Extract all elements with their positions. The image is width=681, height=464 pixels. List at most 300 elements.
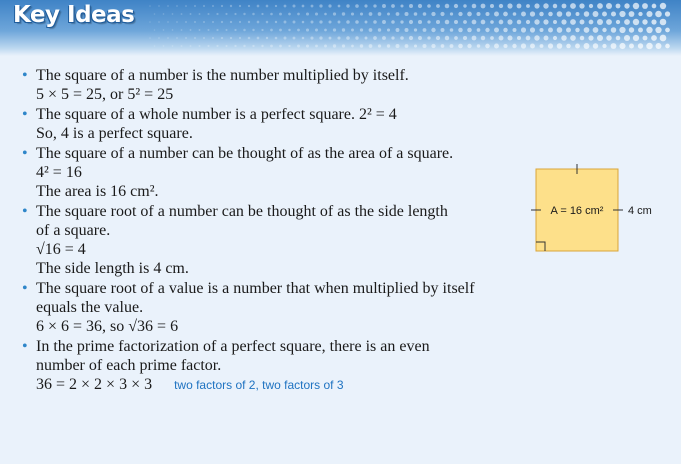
- banner-dot: [216, 13, 218, 15]
- banner-dot: [163, 13, 165, 15]
- banner-dot: [261, 13, 263, 15]
- banner-dot: [391, 36, 394, 39]
- banner-dot: [199, 13, 201, 15]
- banner-dot: [611, 27, 617, 33]
- banner-dot: [544, 36, 549, 41]
- banner-dot: [266, 37, 268, 39]
- banner-dot: [306, 44, 309, 47]
- banner-dot: [575, 44, 580, 49]
- banner-dot: [616, 4, 621, 9]
- banner-dot: [427, 36, 430, 39]
- idea-line: The side length is 4 cm.: [36, 260, 189, 277]
- banner-dot: [656, 43, 662, 49]
- banner-dot: [499, 4, 503, 8]
- banner-dot: [333, 44, 336, 47]
- banner-dot: [521, 43, 526, 48]
- banner-dot: [279, 29, 282, 32]
- banner-dot: [216, 29, 218, 31]
- banner-dot: [302, 21, 305, 24]
- banner-dot: [292, 4, 295, 7]
- banner-dot: [239, 5, 241, 7]
- banner-dot: [566, 44, 571, 49]
- banner-dot: [624, 35, 630, 41]
- banner-dot: [584, 11, 590, 17]
- banner-dot: [167, 37, 169, 39]
- banner-dot: [293, 21, 296, 24]
- banner-dot: [655, 27, 661, 33]
- banner-dot: [311, 5, 314, 8]
- banner-dot: [548, 43, 553, 48]
- banner-dot: [629, 27, 634, 32]
- banner-dot: [481, 20, 486, 25]
- banner-dot: [521, 12, 526, 17]
- banner-dot: [230, 5, 232, 7]
- banner-dot: [338, 21, 341, 24]
- banner-dot: [342, 44, 345, 47]
- banner-dot: [441, 44, 445, 48]
- section-title: Key Ideas: [13, 2, 135, 28]
- banner-dot: [485, 12, 489, 16]
- banner-dot: [252, 29, 254, 31]
- banner-dot: [517, 36, 521, 40]
- banner-dot: [422, 44, 426, 48]
- banner-dot: [369, 12, 373, 16]
- banner-dot: [660, 19, 667, 26]
- banner-dot: [503, 44, 507, 48]
- idea-square-root-value: [0, 279, 560, 336]
- banner-dot: [279, 45, 282, 48]
- banner-dot: [589, 4, 593, 8]
- banner-dot: [665, 44, 670, 49]
- banner-dot: [163, 29, 165, 31]
- banner-dot: [463, 36, 467, 40]
- banner-dot: [203, 37, 205, 39]
- banner-dot: [440, 12, 444, 16]
- banner-dot: [431, 12, 435, 16]
- banner-dot: [319, 36, 322, 39]
- banner-dot: [324, 29, 327, 32]
- banner-dot: [651, 35, 657, 41]
- banner-dot: [338, 5, 341, 8]
- banner-dot: [185, 5, 187, 7]
- banner-dot: [324, 45, 327, 48]
- banner-dot: [149, 21, 151, 23]
- banner-dot: [270, 29, 273, 32]
- banner-dot: [239, 21, 241, 23]
- banner-dot: [181, 29, 183, 31]
- banner-dot: [665, 28, 670, 33]
- banner-dot: [239, 37, 241, 39]
- banner-dot: [611, 11, 616, 16]
- banner-dot: [643, 36, 648, 41]
- banner-dot: [207, 13, 209, 15]
- banner-dot: [642, 3, 648, 9]
- banner-dot: [445, 36, 449, 40]
- banner-dot: [365, 37, 368, 40]
- banner-dot: [606, 35, 611, 40]
- banner-dot: [181, 45, 183, 47]
- banner-dot: [369, 44, 373, 48]
- banner-dot: [494, 12, 499, 17]
- banner-dot: [660, 3, 666, 9]
- banner-dot: [602, 44, 606, 48]
- banner-dot: [212, 37, 214, 39]
- idea-perfect-square: [0, 105, 560, 143]
- idea-square-definition: [0, 66, 560, 104]
- banner-dot: [346, 4, 349, 7]
- banner-dot: [243, 45, 245, 47]
- banner-dot: [225, 29, 227, 31]
- banner-dot: [190, 13, 192, 15]
- idea-line: number of each prime factor.: [36, 357, 222, 374]
- banner-dot: [400, 20, 403, 23]
- banner-dot: [494, 44, 499, 49]
- bullet-icon: •: [22, 280, 28, 297]
- banner-dot: [517, 4, 522, 9]
- banner-dot: [185, 21, 187, 23]
- banner-dot: [257, 37, 260, 40]
- banner-dot: [315, 12, 318, 15]
- banner-dot: [490, 20, 494, 24]
- banner-dot: [190, 29, 192, 31]
- banner-dot: [261, 45, 263, 47]
- banner-dot: [557, 43, 563, 49]
- banner-dot: [642, 19, 647, 24]
- banner-dot: [328, 4, 331, 7]
- banner-dot: [355, 20, 359, 24]
- key-ideas-list: [0, 66, 560, 396]
- banner-dot: [481, 4, 486, 9]
- banner-dot: [467, 44, 471, 48]
- idea-line: In the prime factorization of a perfect square, there is an even: [36, 338, 430, 355]
- banner-dot: [409, 4, 413, 8]
- banner-dot: [342, 12, 345, 15]
- banner-dot: [633, 19, 639, 25]
- idea-line: [36, 375, 560, 395]
- banner-dot: [431, 28, 435, 32]
- banner-dot: [436, 20, 440, 24]
- banner-dot: [534, 19, 539, 24]
- banner-dot: [172, 29, 174, 31]
- banner-dot: [651, 19, 656, 24]
- banner-dot: [477, 28, 481, 32]
- banner-dot: [557, 27, 563, 33]
- banner-dot: [225, 13, 227, 15]
- banner-dot: [619, 27, 625, 33]
- banner-dot: [387, 44, 390, 47]
- banner-dot: [602, 28, 606, 32]
- banner-dot: [404, 12, 408, 16]
- idea-line: The area is 16 cm².: [36, 183, 159, 200]
- banner-dot: [602, 12, 607, 17]
- banner-dot: [382, 20, 386, 24]
- banner-dot: [319, 4, 322, 7]
- banner-dot: [154, 29, 156, 31]
- banner-dot: [346, 36, 350, 40]
- idea-line: 5 × 5 = 25, or 5² = 25: [36, 86, 174, 103]
- banner-dot: [450, 28, 454, 32]
- banner-dot: [589, 20, 594, 25]
- banner-dot: [396, 12, 400, 16]
- banner-dot: [396, 28, 400, 32]
- banner-dot: [597, 35, 603, 41]
- banner-dot: [472, 20, 477, 25]
- banner-dot: [369, 28, 373, 32]
- banner-dot: [414, 12, 418, 16]
- banner-dot: [445, 20, 450, 25]
- banner-dot: [445, 4, 450, 9]
- banner-dot: [382, 4, 386, 8]
- banner-dot: [351, 29, 354, 32]
- banner-dot: [503, 12, 508, 17]
- banner-dot: [221, 21, 223, 23]
- bullet-icon: •: [22, 67, 28, 84]
- banner-dot: [472, 4, 477, 9]
- banner-dot: [507, 19, 512, 24]
- banner-dot: [418, 4, 422, 8]
- banner-dot: [530, 44, 535, 49]
- banner-dot: [405, 28, 409, 32]
- banner-dot: [387, 28, 390, 31]
- banner-dot: [243, 29, 246, 32]
- banner-dot: [167, 21, 169, 23]
- banner-dot: [234, 13, 236, 15]
- banner-dot: [333, 12, 336, 15]
- banner-dot: [513, 12, 517, 16]
- banner-dot: [616, 36, 621, 41]
- banner-dot: [342, 28, 345, 31]
- idea-line: equals the value.: [36, 299, 144, 316]
- banner-dot: [382, 36, 386, 40]
- banner-dot: [409, 36, 413, 40]
- banner-dot: [149, 5, 151, 7]
- banner-dot: [418, 20, 422, 24]
- banner-dot: [248, 21, 250, 23]
- banner-dot: [310, 36, 313, 39]
- banner-dot: [257, 5, 260, 8]
- banner-dot: [476, 12, 480, 16]
- banner-dot: [194, 37, 196, 39]
- banner-dot: [154, 13, 156, 15]
- banner-dot: [436, 4, 440, 8]
- banner-dot: [176, 37, 178, 39]
- banner-dot: [288, 45, 290, 47]
- banner-dot: [463, 20, 467, 24]
- banner-dot: [477, 44, 480, 47]
- banner-dot: [252, 45, 254, 47]
- banner-dot: [270, 13, 273, 16]
- banner-dot: [513, 28, 517, 32]
- banner-dot: [423, 28, 427, 32]
- banner-dot: [194, 21, 196, 23]
- banner-dot: [638, 28, 643, 33]
- banner-dot: [221, 37, 223, 39]
- banner-dot: [270, 45, 273, 48]
- factorization-equation: 36 = 2 × 2 × 3 × 3: [36, 376, 153, 393]
- banner-dot: [566, 28, 571, 33]
- banner-dot: [234, 45, 236, 47]
- banner-dot: [257, 21, 260, 24]
- banner-dot: [324, 13, 327, 16]
- banner-dot: [463, 4, 466, 7]
- banner-dot: [570, 19, 576, 25]
- banner-dot: [458, 12, 462, 16]
- banner-dot: [593, 43, 598, 48]
- banner-dot: [315, 29, 318, 32]
- banner-dot: [360, 28, 363, 31]
- banner-dot: [172, 13, 174, 15]
- banner-dot: [167, 5, 169, 7]
- banner-dot: [534, 3, 539, 8]
- bullet-icon: •: [22, 203, 28, 220]
- banner-dot: [467, 12, 472, 17]
- banner-dot: [436, 36, 440, 40]
- banner-dot: [176, 5, 178, 7]
- banner-dot: [337, 36, 340, 39]
- banner-dot: [652, 4, 657, 9]
- banner-dot: [181, 13, 183, 15]
- banner-dot: [543, 3, 548, 8]
- banner-dot: [364, 4, 367, 7]
- banner-dot: [584, 27, 590, 33]
- banner-dot: [423, 12, 427, 16]
- banner-dot: [275, 21, 277, 23]
- banner-dot: [553, 36, 557, 40]
- banner-dot: [458, 44, 463, 49]
- banner-dot: [616, 20, 620, 24]
- banner-dot: [266, 5, 269, 8]
- banner-dot: [203, 5, 205, 7]
- banner-dot: [597, 19, 603, 25]
- banner-dot: [619, 43, 625, 49]
- banner-dot: [190, 45, 192, 47]
- bullet-icon: •: [22, 338, 28, 355]
- banner-dot: [405, 44, 409, 48]
- banner-dot: [646, 27, 652, 33]
- banner-dot: [441, 28, 445, 32]
- banner-dot: [248, 37, 251, 40]
- banner-dot: [561, 35, 567, 41]
- bullet-icon: •: [22, 145, 28, 162]
- banner-dot: [548, 12, 553, 17]
- banner-dot: [199, 45, 201, 47]
- area-label: A = 16 cm²: [550, 205, 604, 217]
- banner-dot: [624, 19, 630, 25]
- banner-dot: [629, 44, 634, 49]
- banner-dot: [624, 3, 629, 8]
- banner-dot: [553, 4, 557, 8]
- banner-dot: [646, 43, 653, 50]
- banner-dot: [288, 29, 290, 31]
- square-diagram: [520, 160, 660, 260]
- banner-dot: [633, 35, 639, 41]
- banner-dot: [454, 36, 458, 40]
- banner-dot: [454, 20, 458, 24]
- banner-dot: [154, 45, 156, 47]
- banner-dot: [302, 37, 305, 40]
- banner-dot: [611, 43, 617, 49]
- banner-dot: [351, 12, 354, 15]
- banner-dot: [284, 5, 287, 8]
- banner-dot: [490, 36, 494, 40]
- banner-dot: [176, 21, 178, 23]
- banner-dot: [252, 13, 255, 16]
- banner-dot: [284, 37, 287, 40]
- banner-dot: [275, 37, 278, 40]
- banner-dot: [619, 11, 625, 17]
- idea-line: of a square.: [36, 222, 111, 239]
- banner-dot: [297, 13, 300, 16]
- banner-dot: [431, 44, 435, 48]
- banner-dot: [553, 20, 557, 24]
- banner-dot: [284, 21, 287, 24]
- banner-dot: [360, 12, 363, 15]
- banner-dot: [472, 36, 477, 41]
- banner-dot: [163, 45, 165, 47]
- banner-dot: [149, 37, 151, 39]
- banner-dot: [665, 11, 670, 16]
- banner-dot: [373, 20, 377, 24]
- banner-dot: [526, 20, 530, 24]
- banner-dot: [297, 45, 300, 48]
- banner-dot: [391, 4, 395, 8]
- banner-dot: [378, 28, 381, 31]
- banner-dot: [606, 3, 612, 9]
- idea-line: The square root of a number can be thought of as the side length: [36, 203, 448, 220]
- banner-dot: [226, 45, 228, 47]
- banner-dot: [530, 11, 535, 16]
- idea-square-root-side: [0, 202, 560, 278]
- banner-dot: [351, 45, 354, 48]
- banner-dot: [526, 4, 530, 8]
- banner-dot: [212, 5, 214, 7]
- banner-dot: [499, 20, 504, 25]
- banner-dot: [427, 4, 431, 8]
- banner-dot: [638, 12, 642, 16]
- banner-dot: [570, 35, 576, 41]
- banner-dot: [490, 4, 494, 8]
- banner-dot: [275, 5, 277, 7]
- banner-dot: [243, 13, 245, 15]
- banner-dot: [261, 29, 263, 31]
- banner-dot: [409, 20, 413, 24]
- idea-line: So, 4 is a perfect square.: [36, 125, 193, 142]
- idea-line: 4² = 16: [36, 164, 82, 181]
- banner-dot: [507, 3, 512, 8]
- banner-dot: [288, 13, 291, 16]
- banner-dot: [207, 29, 209, 31]
- banner-dot: [199, 29, 201, 31]
- idea-line: The square root of a value is a number that when multiplied by itself: [36, 280, 475, 297]
- banner-dot: [526, 36, 531, 41]
- banner-dot: [575, 28, 579, 32]
- banner-dot: [378, 12, 382, 16]
- banner-dot: [158, 21, 160, 23]
- banner-dot: [212, 21, 214, 23]
- banner-dot: [311, 21, 314, 24]
- banner-dot: [557, 11, 563, 17]
- banner-dot: [450, 44, 454, 48]
- banner-dot: [517, 20, 521, 24]
- banner-dot: [302, 5, 305, 8]
- banner-dot: [378, 44, 381, 47]
- banner-dot: [293, 37, 296, 40]
- banner-dot: [328, 20, 331, 23]
- banner-dot: [216, 45, 218, 47]
- banner-dot: [387, 13, 390, 16]
- banner-dot: [593, 27, 599, 33]
- banner-dot: [333, 28, 336, 31]
